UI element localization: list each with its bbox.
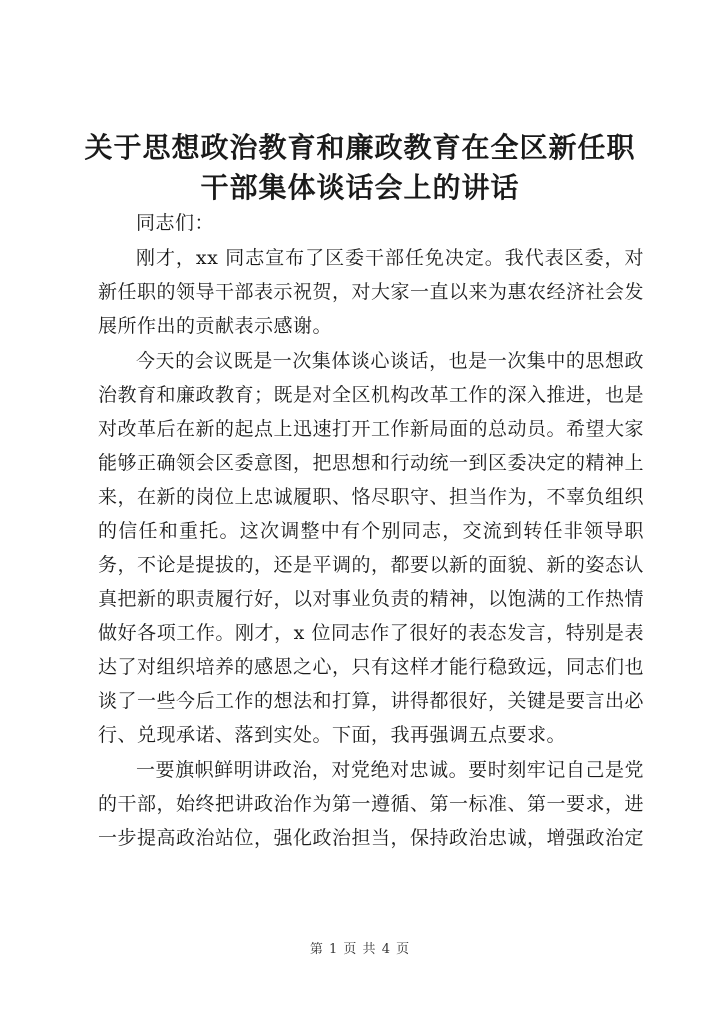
page-footer: 第 1 页 共 4 页	[309, 942, 411, 957]
document-title: 关于思想政治教育和廉政教育在全区新任职干部集体谈话会上的讲话	[84, 131, 636, 204]
paragraph-2: 今天的会议既是一次集体谈心谈话，也是一次集中的思想政治教育和廉政教育；既是对全区机构改革工作的深入推进，也是对改革后在新的起点上迅速打开工作新局面的总动员。希望大家能够正确领会区委意图，把思想和行动统一到区委决定的精神上来，在新的岗位上忠诚履职、恪尽职守、担当作为，不辜负组织的信任和重托。这次调整中有个别同志，交流到转任非领导职务，不论是提拔的，还是平调的，都要以新的面貌、新的姿态认真把新的职责履行好，以对事业负责的精神，以饱满的工作热情做好各项工作。刚才，x 位同志作了很好的表态发言，特别是表达了对组织培养的感恩之心，只有这样才能行稳致远，同志们也谈了一些今后工作的想法和打算，讲得都很好，关键是要言出必行、兑现承诺、落到实处。下面，我再强调五点要求。	[98, 350, 645, 746]
paragraph-3: 一要旗帜鲜明讲政治，对党绝对忠诚。要时刻牢记自己是党的干部，始终把讲政治作为第一遵循、第一标准、第一要求，进一步提高政治站位，强化政治担当，保持政治忠诚，增强政治定	[98, 759, 645, 849]
salutation: 同志们：	[136, 212, 215, 234]
document-body	[98, 206, 644, 856]
paragraph-1: 刚才，xx 同志宣布了区委干部任免决定。我代表区委，对新任职的领导干部表示祝贺，对大家一直以来为惠农经济社会发展所作出的贡献表示感谢。	[98, 247, 645, 337]
